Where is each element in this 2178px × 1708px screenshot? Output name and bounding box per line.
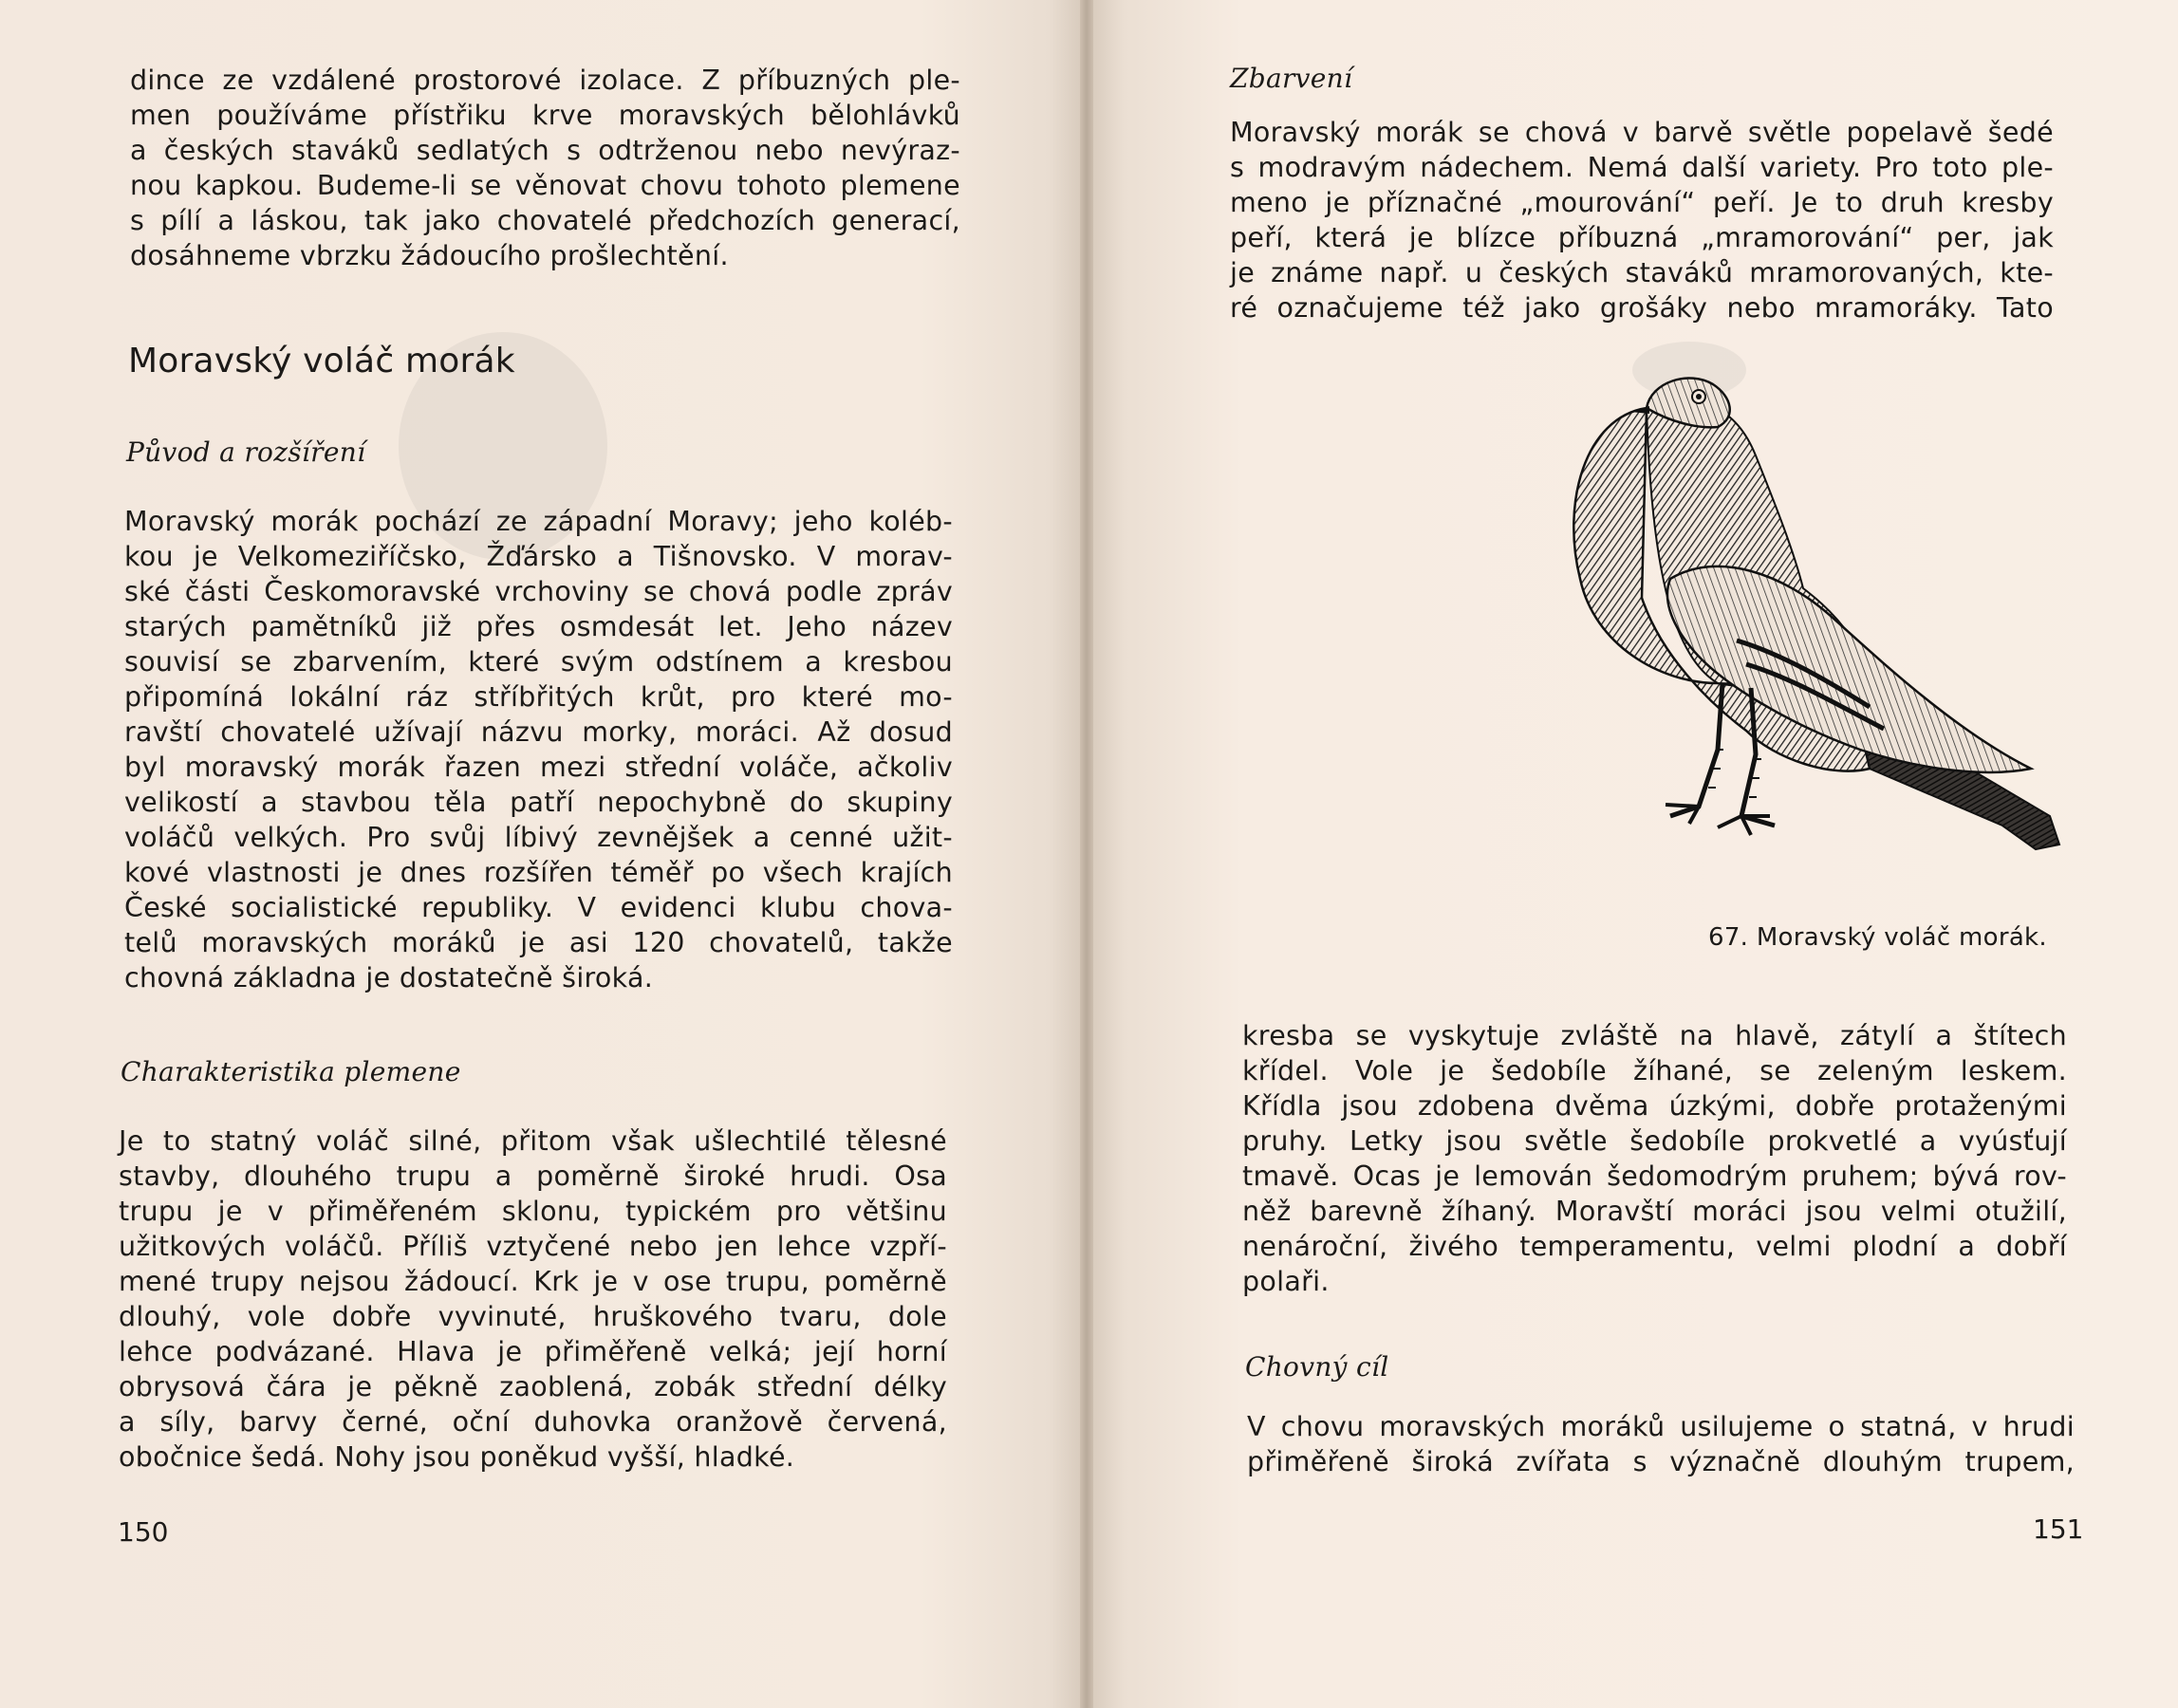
text-line: připomíná lokální ráz stříbřitých krůt, pro které mo-: [124, 681, 953, 713]
text-line: obočnice šedá. Nohy jsou poněkud vyšší, hladké.: [119, 1441, 795, 1473]
text-line: men používáme přístřiku krve moravských bělohlávků: [130, 100, 960, 131]
text-line: a síly, barvy černé, oční duhovka oranžově červená,: [119, 1406, 947, 1438]
coloring-paragraph: [1230, 115, 2054, 325]
text-line: něž barevně žíhaný. Moravští moráci jsou velmi otužilí,: [1242, 1196, 2067, 1227]
text-line: s pílí a láskou, tak jako chovatelé předchozích generací,: [130, 205, 960, 236]
text-line: meno je příznačné „mourování“ peří. Je to druh kresby: [1230, 187, 2054, 218]
text-line: Křídla jsou zdobena dvěma úzkými, dobře protaženými: [1242, 1090, 2067, 1122]
text-line: ré označujeme též jako grošáky nebo mramoráky. Tato: [1230, 292, 2054, 324]
subhead-coloring: Zbarvení: [1230, 63, 1353, 94]
text-line: dince ze vzdálené prostorové izolace. Z příbuzných ple-: [130, 65, 960, 96]
text-line: starých pamětníků již přes osmdesát let. Jeho název: [124, 611, 953, 642]
breeding-goal-paragraph: [1247, 1409, 2075, 1479]
text-line: telů moravských moráků je asi 120 chovatelů, takže: [124, 927, 953, 958]
text-line: mené trupy nejsou žádoucí. Krk je v ose trupu, poměrně: [119, 1266, 947, 1297]
text-line: Moravský morák se chová v barvě světle popelavě šedé: [1230, 117, 2054, 148]
section-heading: Moravský voláč morák: [128, 342, 515, 381]
text-line: křídel. Vole je šedobíle žíhané, se zeleným leskem.: [1242, 1055, 2067, 1086]
text-line: byl moravský morák řazen mezi střední voláče, ačkoliv: [124, 752, 953, 783]
text-line: kové vlastnosti je dnes rozšířen téměř po všech krajích: [124, 857, 953, 888]
characteristics-paragraph: [119, 1123, 947, 1475]
text-line: nenároční, živého temperamentu, velmi plodní a dobří: [1242, 1231, 2067, 1262]
subhead-characteristics: Charakteristika plemene: [121, 1056, 461, 1087]
text-line: s modravým nádechem. Nemá další variety. Pro toto ple-: [1230, 152, 2054, 183]
text-line: polaři.: [1242, 1266, 1330, 1297]
text-line: Je to statný voláč silné, přitom však ušlechtilé tělesné: [119, 1125, 947, 1157]
text-line: a českých staváků sedlatých s odtrženou nebo nevýraz-: [130, 135, 960, 166]
text-line: tmavě. Ocas je lemován šedomodrým pruhem; bývá rov-: [1242, 1160, 2067, 1192]
text-line: pruhy. Letky jsou světle šedobíle prokvetlé a vyúsťují: [1242, 1125, 2067, 1157]
subhead-breeding-goal: Chovný cíl: [1245, 1351, 1389, 1383]
text-line: nou kapkou. Budeme-li se věnovat chovu tohoto plemene: [130, 170, 960, 201]
text-line: užitkových voláčů. Příliš vztyčené nebo jen lehce vzpří-: [119, 1231, 947, 1262]
intro-paragraph: [130, 63, 960, 273]
text-line: ravští chovatelé užívají názvu morky, moráci. Až dosud: [124, 716, 953, 748]
text-line: kresba se vyskytuje zvláště na hlavě, zátylí a štítech: [1242, 1020, 2067, 1051]
subhead-origin: Původ a rozšíření: [126, 436, 366, 468]
text-line: voláčů velkých. Pro svůj líbivý zevnějšek a cenné užit-: [124, 822, 953, 853]
text-line: kou je Velkomeziříčsko, Žďársko a Tišnovsko. V morav-: [124, 541, 953, 572]
text-line: trupu je v přiměřeném sklonu, typickém pro většinu: [119, 1196, 947, 1227]
text-line: je známe např. u českých staváků mramorovaných, kte-: [1230, 257, 2054, 288]
text-line: souvisí se zbarvením, které svým odstínem a kresbou: [124, 646, 953, 678]
figure-caption: 67. Moravský voláč morák.: [1708, 923, 2047, 952]
text-line: obrysová čára je pěkně zaoblená, zobák střední délky: [119, 1371, 947, 1402]
text-line: ské části Českomoravské vrchoviny se chová podle zpráv: [124, 576, 953, 607]
coloring-continued-paragraph: [1242, 1018, 2067, 1299]
text-line: dlouhý, vole dobře vyvinuté, hruškového tvaru, dole: [119, 1301, 947, 1332]
text-line: Moravský morák pochází ze západní Moravy; jeho koléb-: [124, 506, 953, 537]
origin-paragraph: [124, 504, 953, 995]
text-line: dosáhneme vbrzku žádoucího prošlechtění.: [130, 240, 729, 271]
text-line: peří, která je blízce příbuzná „mramorování“ per, jak: [1230, 222, 2054, 253]
text-line: České socialistické republiky. V evidenci klubu chova-: [124, 892, 953, 923]
text-line: velikostí a stavbou těla patří nepochybně do skupiny: [124, 787, 953, 818]
text-line: V chovu moravských moráků usilujeme o statná, v hrudi: [1247, 1411, 2075, 1442]
text-line: přiměřeně široká zvířata s význačně dlouhým trupem,: [1247, 1446, 2075, 1477]
text-line: stavby, dlouhého trupu a poměrně široké hrudi. Osa: [119, 1160, 947, 1192]
page-number-left: 150: [118, 1516, 169, 1548]
page-number-right: 151: [2033, 1513, 2084, 1545]
text-line: chovná základna je dostatečně široká.: [124, 962, 654, 993]
text-line: lehce podvázané. Hlava je přiměřeně velká; její horní: [119, 1336, 947, 1367]
pouter-pigeon-illustration: [1556, 370, 2069, 911]
